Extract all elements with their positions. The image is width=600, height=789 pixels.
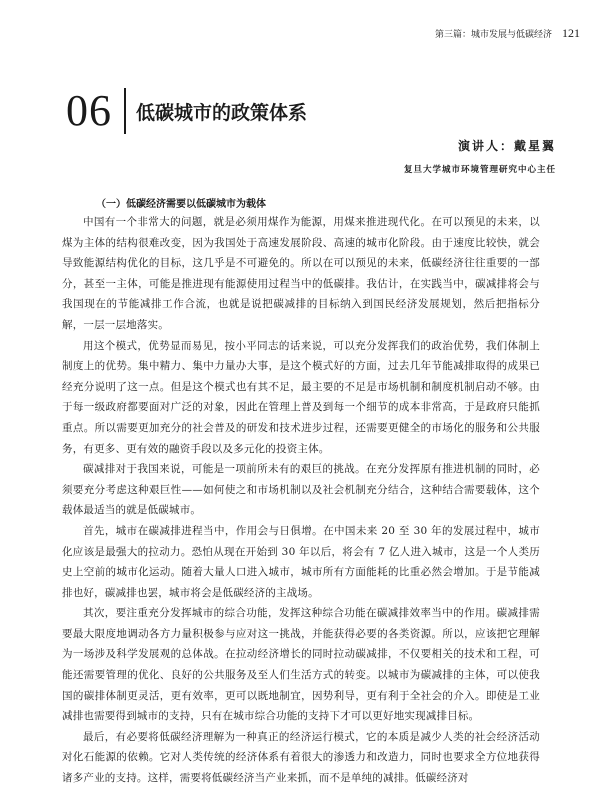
paragraph: 中国有一个非常大的问题，就是必须用煤作为能源，用煤来推进现代化。在可以预见的未来，以煤为主体的结构很难改变，因为我国处于高速发展阶段、高速的城市化阶段。由于速度比较快，就会导致能源结构优化的目标，这几乎是不可避免的。所以在可以预见的未来，低碳经济往往重要的一部分，甚至一主体，可能是推进现有能源使用过程当中的低碳排。我估计，在实践当中，碳减排将会与我国现在的节能减排工作合流，也就是说把碳减排的目标纳入到国民经济发展规划，然后把指标分解，一层一层地落实。 (62, 216, 540, 331)
speaker: 演讲人：戴星翼 (457, 139, 556, 153)
paragraph: 最后，有必要将低碳经济理解为一种真正的经济运行模式，它的本质是减少人类的社会经济活动对化石能源的依赖。它对人类传统的经济体系有着很大的渗透力和改造力，同时也要求全方位地获得诸多产业的支持。这样，需要将低碳经济当产业来抓，而不是单纯的减排。低碳经济对 (62, 730, 540, 785)
chapter-number: 06 (66, 86, 112, 135)
chapter-heading (66, 88, 307, 134)
page-number: 121 (562, 26, 580, 40)
running-header-title: 第三篇：城市发展与低碳经济 (434, 30, 552, 40)
paragraph: 其次，要注重充分发挥城市的综合功能，发挥这种综合功能在碳减排效率当中的作用。碳减排需要最大限度地调动各方力量积极参与应对这一挑战，并能获得必要的各类资源。所以，应该把它理解为一场涉及科学发展观的总体战。在拉动经济增长的同时拉动碳减排，不仅要相关的技术和工程，可能还需要管理的优化、良好的公共服务及至人们生活方式的转变。以城市为碳减排的主体，可以使我国的碳排体制更灵活，更有效率，更可以既地制宜，因势利导，更有利于全社会的介入。即使是工业减排也需要得到城市的支持，只有在城市综合功能的支持下才可以更好地实现减排目标。 (62, 607, 540, 723)
paragraph: 用这个模式，优势显而易见，按小平同志的话来说，可以充分发挥我们的政治优势，我们体制上制度上的优势。集中精力、集中力量办大事，是这个模式好的方面，过去几年节能减排取得的成果已经充分说明了这一点。但是这个模式也有其不足，最主要的不足是市场机制和制度机制启动不够。由于每一级政府都要面对广泛的对象，因此在管理上普及到每一个细节的成本非常高，于是政府只能抓重点。所以需要更加充分的社会普及的研发和技术进步过程，还需要更健全的市场化的服务和公共服务，有更多、更有效的融资手段以及多元化的投资主体。 (62, 339, 540, 455)
paragraph: 碳减排对于我国来说，可能是一项前所未有的艰巨的挑战。在充分发挥原有推进机制的同时，必须要充分考虑这种艰巨性——如何使之和市场机制以及社会机制充分结合，这种结合需要载体，这个载体最适当的就是低碳城市。 (62, 463, 540, 517)
speaker-affiliation: 复旦大学城市环境管理研究中心主任 (403, 165, 556, 175)
section-heading: （一）低碳经济需要以低碳城市为载体 (96, 199, 266, 210)
paragraph: 首先，城市在碳减排进程当中，作用会与日俱增。在中国未来 20 至 30 年的发展过程中，城市化应该是最强大的拉动力。恐怕从现在开始到 30 年以后，将会有 7 亿人进入城市，这是一个人类历史上空前的城市化运动。随着大量人口进入城市，城市所有方面能耗的比重必然会增加。于是节能减排也好，碳减排也罢，城市将会是低碳经济的主战场。 (62, 524, 540, 599)
chapter-title: 低碳城市的政策体系 (136, 101, 308, 124)
body-text (62, 212, 540, 789)
chapter-divider (124, 88, 126, 134)
running-header (435, 26, 580, 41)
